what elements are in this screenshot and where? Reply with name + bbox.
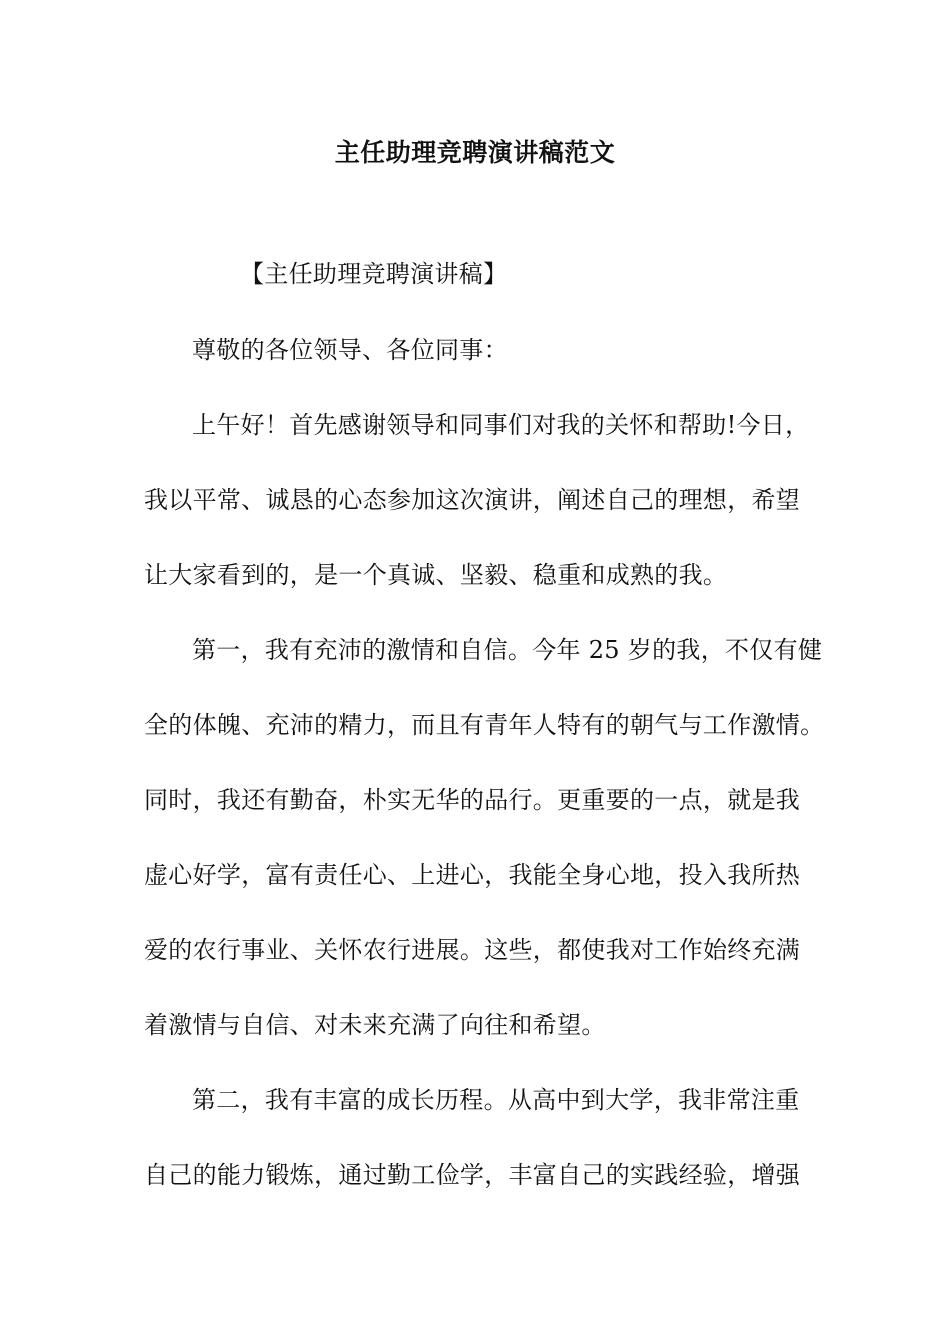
- paragraph-line: 第二，我有丰富的成长历程。从高中到大学，我非常注重: [192, 1086, 800, 1114]
- paragraph-line: 着激情与自信、对未来充满了向往和希望。: [144, 1011, 606, 1039]
- paragraph-line: 上午好！首先感谢领导和同事们对我的关怀和帮助!今日，: [192, 411, 810, 439]
- paragraph-line: 爱的农行事业、关怀农行进展。这些，都使我对工作始终充满: [144, 936, 801, 964]
- paragraph-line: 尊敬的各位领导、各位同事：: [192, 336, 508, 364]
- paragraph-line: 虚心好学，富有责任心、上进心，我能全身心地，投入我所热: [144, 861, 801, 889]
- document-subtitle: 【主任助理竞聘演讲稿】: [240, 260, 508, 288]
- document-title: 主任助理竞聘演讲稿范文: [334, 138, 616, 167]
- paragraph-line: 我以平常、诚恳的心态参加这次演讲，阐述自己的理想，希望: [144, 486, 801, 514]
- paragraph-line: 让大家看到的，是一个真诚、坚毅、稳重和成熟的我。: [144, 561, 728, 589]
- paragraph-line: 第一，我有充沛的激情和自信。今年 25 岁的我，不仅有健: [192, 636, 823, 664]
- paragraph-line: 全的体魄、充沛的精力，而且有青年人特有的朝气与工作激情。: [144, 711, 825, 739]
- paragraph-line: 自己的能力锻炼，通过勤工俭学，丰富自己的实践经验，增强: [144, 1161, 801, 1189]
- paragraph-line: 同时，我还有勤奋，朴实无华的品行。更重要的一点，就是我: [144, 786, 801, 814]
